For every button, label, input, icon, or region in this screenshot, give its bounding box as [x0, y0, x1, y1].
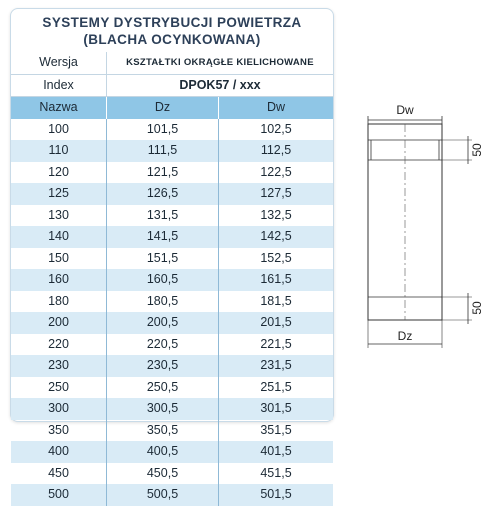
cell-name: 140 — [11, 226, 107, 248]
version-value: KSZTAŁTKI OKRĄGŁE KIELICHOWANE — [126, 57, 314, 68]
table-row — [11, 291, 333, 313]
cell-name: 400 — [11, 441, 107, 463]
cell-dw: 451,5 — [260, 465, 292, 480]
cell-dw: 231,5 — [260, 358, 292, 372]
table-body — [11, 119, 333, 506]
pipe-drawing — [350, 90, 490, 360]
cell-dz: 121,5 — [107, 162, 219, 184]
cell-dz: 220,5 — [107, 334, 219, 356]
cell-dw: 201,5 — [260, 315, 292, 329]
spec-card — [10, 8, 334, 501]
cell-dw: 161,5 — [260, 272, 292, 286]
cell-name: 110 — [11, 140, 107, 162]
cell-dw: 221,5 — [260, 336, 292, 351]
header-name: Nazwa — [11, 97, 107, 119]
cell-dw: 152,5 — [260, 250, 292, 265]
cell-name: 125 — [11, 183, 107, 205]
table-row — [11, 398, 333, 420]
cell-name: 220 — [11, 334, 107, 356]
cell-dw: 142,5 — [260, 229, 292, 243]
cell-dw: 102,5 — [260, 121, 292, 136]
table-row — [11, 441, 333, 463]
cell-dz: 151,5 — [107, 248, 219, 270]
table-row — [11, 463, 333, 485]
table-row — [11, 226, 333, 248]
cell-dw: 501,5 — [260, 487, 292, 501]
cell-name: 130 — [11, 205, 107, 227]
table-row — [11, 140, 333, 162]
bottom-collar-length: 50 — [470, 301, 484, 315]
cell-name: 180 — [11, 291, 107, 313]
cell-dw: 181,5 — [260, 293, 292, 308]
cell-dz: 160,5 — [107, 269, 219, 291]
cell-dw: 301,5 — [260, 401, 292, 415]
cell-name: 350 — [11, 420, 107, 442]
table-row — [11, 334, 333, 356]
cell-dw: 401,5 — [260, 444, 292, 458]
cell-dz: 126,5 — [107, 183, 219, 205]
table-row — [11, 420, 333, 442]
index-label: Index — [11, 75, 107, 97]
cell-dz: 200,5 — [107, 312, 219, 334]
cell-dz: 180,5 — [107, 291, 219, 313]
dw-label: Dw — [396, 103, 414, 117]
cell-name: 160 — [11, 269, 107, 291]
top-collar-length: 50 — [470, 143, 484, 157]
spec-table — [11, 52, 333, 506]
cell-name: 100 — [11, 119, 107, 141]
cell-dz: 500,5 — [107, 484, 219, 506]
header-dw: Dw — [266, 100, 286, 114]
cell-dz: 101,5 — [107, 119, 219, 141]
table-row — [11, 312, 333, 334]
cell-dz: 450,5 — [107, 463, 219, 485]
table-row — [11, 119, 333, 141]
table-header — [11, 97, 333, 119]
title-block — [11, 9, 333, 51]
version-label: Wersja — [11, 52, 107, 74]
cell-dw: 112,5 — [260, 143, 292, 157]
cell-dw: 351,5 — [260, 422, 292, 437]
cell-name: 200 — [11, 312, 107, 334]
cell-dz: 400,5 — [107, 441, 219, 463]
row-version — [11, 52, 333, 75]
table-row — [11, 162, 333, 184]
table-row — [11, 183, 333, 205]
cell-dz: 111,5 — [107, 140, 219, 162]
cell-name: 230 — [11, 355, 107, 377]
cell-name: 300 — [11, 398, 107, 420]
table-row — [11, 269, 333, 291]
cell-name: 450 — [11, 463, 107, 485]
title-sub: (BLACHA OCYNKOWANA) — [83, 32, 261, 47]
cell-dw: 132,5 — [260, 207, 292, 222]
header-dz: Dz — [107, 97, 219, 119]
cell-dz: 141,5 — [107, 226, 219, 248]
index-value: DPOK57 / xxx — [179, 77, 261, 92]
cell-name: 150 — [11, 248, 107, 270]
cell-dz: 350,5 — [107, 420, 219, 442]
table-row — [11, 205, 333, 227]
table-row — [11, 248, 333, 270]
cell-dz: 131,5 — [107, 205, 219, 227]
cell-dw: 127,5 — [260, 186, 292, 200]
title-main: SYSTEMY DYSTRYBUCJI POWIETRZA — [42, 15, 302, 30]
cell-dz: 300,5 — [107, 398, 219, 420]
cell-dw: 251,5 — [260, 379, 292, 394]
table-row — [11, 484, 333, 506]
cell-name: 250 — [11, 377, 107, 399]
cell-dz: 230,5 — [107, 355, 219, 377]
dz-label: Dz — [397, 329, 413, 343]
cell-dw: 122,5 — [260, 164, 292, 179]
cell-name: 120 — [11, 162, 107, 184]
cell-dz: 250,5 — [107, 377, 219, 399]
table-row — [11, 355, 333, 377]
table-row — [11, 377, 333, 399]
row-index — [11, 75, 333, 98]
cell-name: 500 — [11, 484, 107, 506]
